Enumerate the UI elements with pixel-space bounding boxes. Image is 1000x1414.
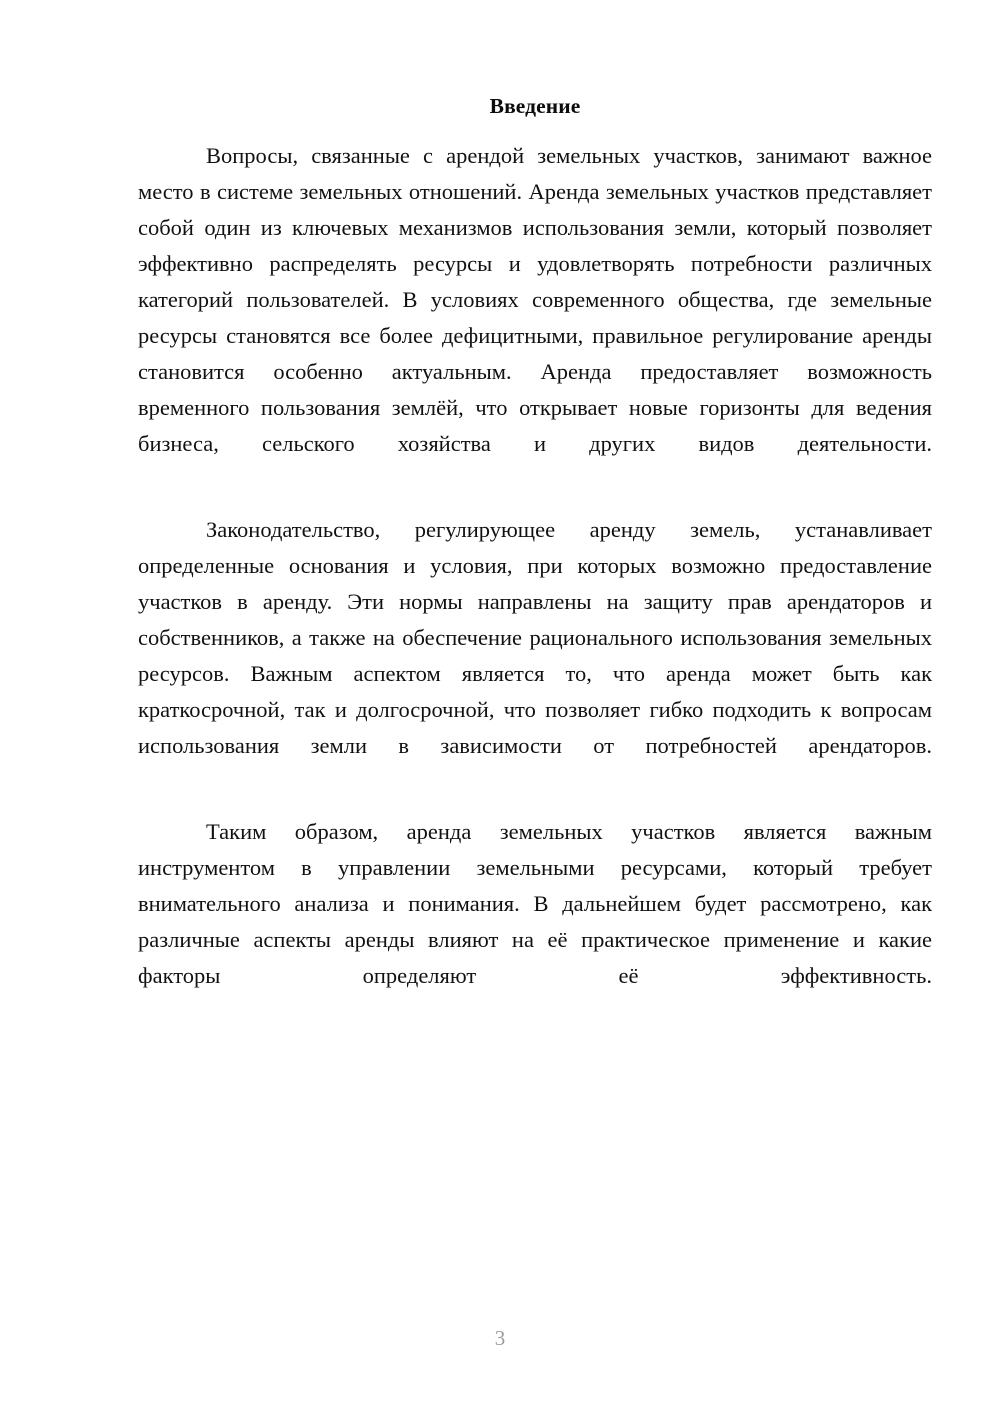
body-paragraph-3: Таким образом, аренда земельных участков является важным инструментом в управлении земельными ресурсами, который требует внимательного анализа и понимания. В дальнейшем будет рассмотрено, как различные аспекты аренды влияют на её практическое применение и какие факторы определяют её эффективность. (138, 819, 932, 988)
page-number: 3 (494, 1326, 506, 1350)
page-content (138, 88, 932, 1030)
body-paragraph-2: Законодательство, регулирующее аренду земель, устанавливает определенные основания и условия, при которых возможно предоставление участков в аренду. Эти нормы направлены на защиту прав арендаторов и собственников, а также на обеспечение рационального использования земельных ресурсов. Важным аспектом является то, что аренда может быть как краткосрочной, так и долгосрочной, что позволяет гибко подходить к вопросам использования земли в зависимости от потребностей арендаторов. (138, 517, 932, 758)
page-title: Введение (489, 94, 581, 118)
body-paragraph-1: Вопросы, связанные с арендой земельных участков, занимают важное место в системе земельных отношений. Аренда земельных участков представляет собой один из ключевых механизмов использования земли, который позволяет эффективно распределять ресурсы и удовлетворять потребности различных категорий пользователей. В условиях современного общества, где земельные ресурсы становятся все более дефицитными, правильное регулирование аренды становится особенно актуальным. Аренда предоставляет возможность временного пользования землёй, что открывает новые горизонты для ведения бизнеса, сельского хозяйства и других видов деятельности. (138, 143, 932, 456)
